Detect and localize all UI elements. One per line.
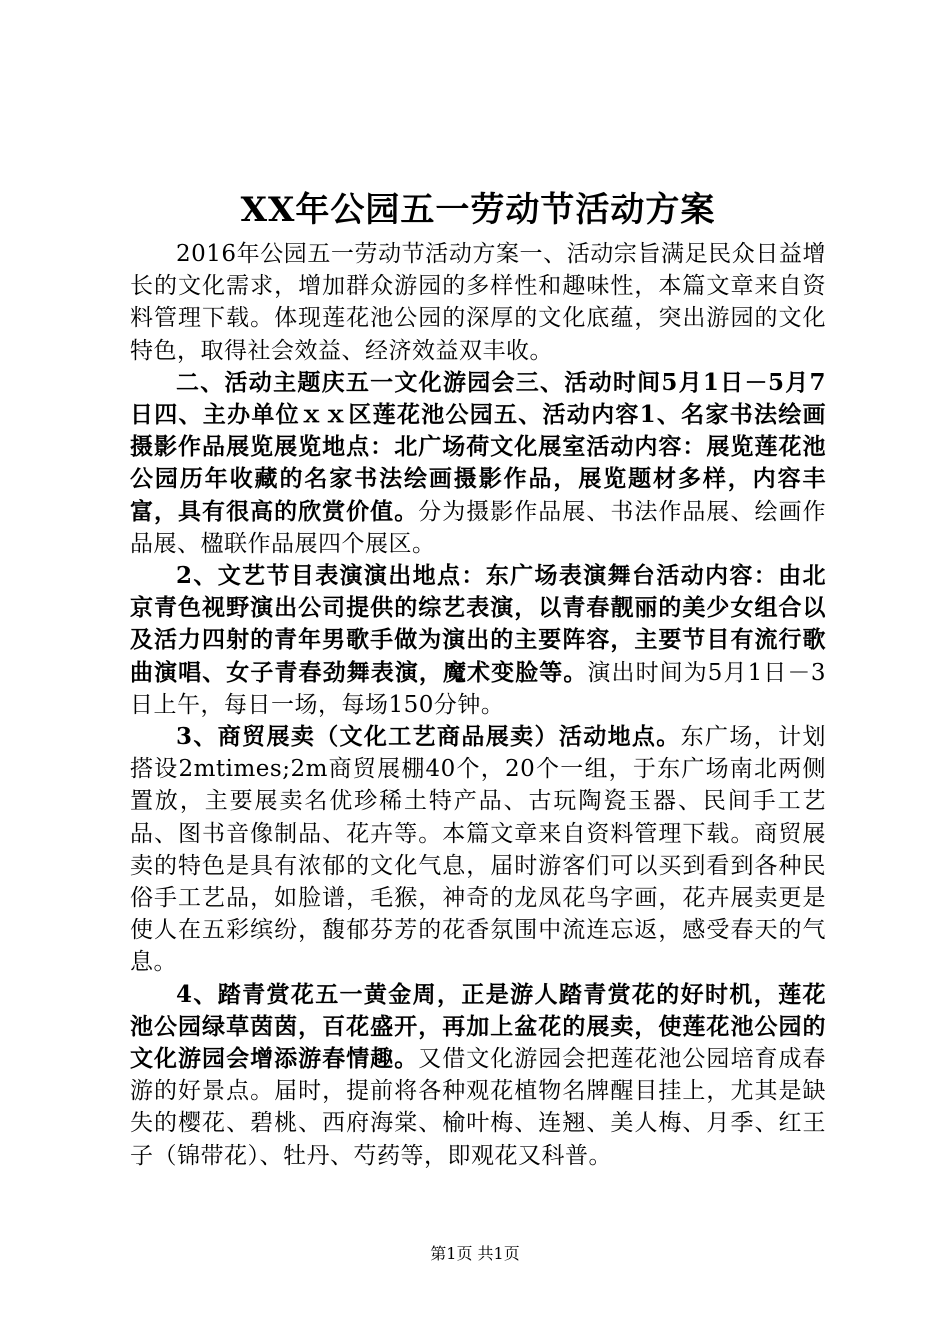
paragraph-3-bold: 2、文艺节目表演演出地点：东广场表演舞台活动内容：由北京青色视野演出公司提供的综艺表演，以青春靓丽的美少女组合以及活力四射的青年男歌手做为演出的主要阵容，主要节目有流行歌曲演唱、女子青春劲舞表演，魔术变脸等。: [130, 562, 826, 686]
page-title: XX年公园五一劳动节活动方案: [240, 190, 716, 230]
paragraph-3-text: 演出时间为5月1日－3日上午，每日一场，每场150分钟。: [130, 659, 826, 718]
paragraph-2: [130, 367, 826, 560]
paragraph-2-bold: 二、活动主题庆五一文化游园会三、活动时间5月1日－5月7日四、主办单位ｘｘ区莲花池公园五、活动内容1、名家书法绘画摄影作品展览展览地点：北广场荷文化展室活动内容：展览莲花池公园历年收藏的名家书法绘画摄影作品，展览题材多样，内容丰富，具有很高的欣赏价值。: [130, 368, 826, 525]
paragraph-4-text: 东广场，计划搭设2mtimes;2m商贸展棚40个，20个一组，于东广场南北两侧置放，主要展卖名优珍稀土特产品、古玩陶瓷玉器、民间手工艺品、图书音像制品、花卉等。本篇文章来自资料管理下载。商贸展卖的特色是具有浓郁的文化气息，届时游客们可以买到看到各种民俗手工艺品，如脸谱，毛猴，神奇的龙凤花鸟字画，花卉展卖更是使人在五彩缤纷，馥郁芬芳的花香氛围中流连忘返，感受春天的气息。: [130, 724, 826, 976]
document-body: [130, 238, 826, 1172]
paragraph-2-text: 分为摄影作品展、书法作品展、绘画作品展、楹联作品展四个展区。: [130, 498, 827, 557]
paragraph-5-bold: 4、踏青赏花五一黄金周，正是游人踏青赏花的好时机，莲花池公园绿草茵茵，百花盛开，再加上盆花的展卖，使莲花池公园的文化游园会增添游春情趣。: [130, 980, 826, 1073]
paragraph-5: [130, 979, 826, 1172]
paragraph-5-text: 又借文化游园会把莲花池公园培育成春游的好景点。届时，提前将各种观花植物名牌醒目挂上，尤其是缺失的樱花、碧桃、西府海棠、榆叶梅、连翘、美人梅、月季、红王子（锦带花）、牡丹、芍药等，即观花又科普。: [130, 1046, 827, 1169]
page-footer: 第1页 共1页: [430, 1244, 520, 1263]
paragraph-4-bold: 3、商贸展卖（文化工艺商品展卖）活动地点。: [176, 723, 681, 751]
paragraph-4: [130, 721, 826, 979]
paragraph-3: [130, 560, 826, 721]
paragraph-1-text: 2016年公园五一劳动节活动方案一、活动宗旨满足民众日益增长的文化需求，增加群众游园的多样性和趣味性，本篇文章来自资料管理下载。体现莲花池公园的深厚的文化底蕴，突出游园的文化特色，取得社会效益、经济效益双丰收。: [130, 241, 826, 364]
paragraph-1: [130, 238, 826, 367]
